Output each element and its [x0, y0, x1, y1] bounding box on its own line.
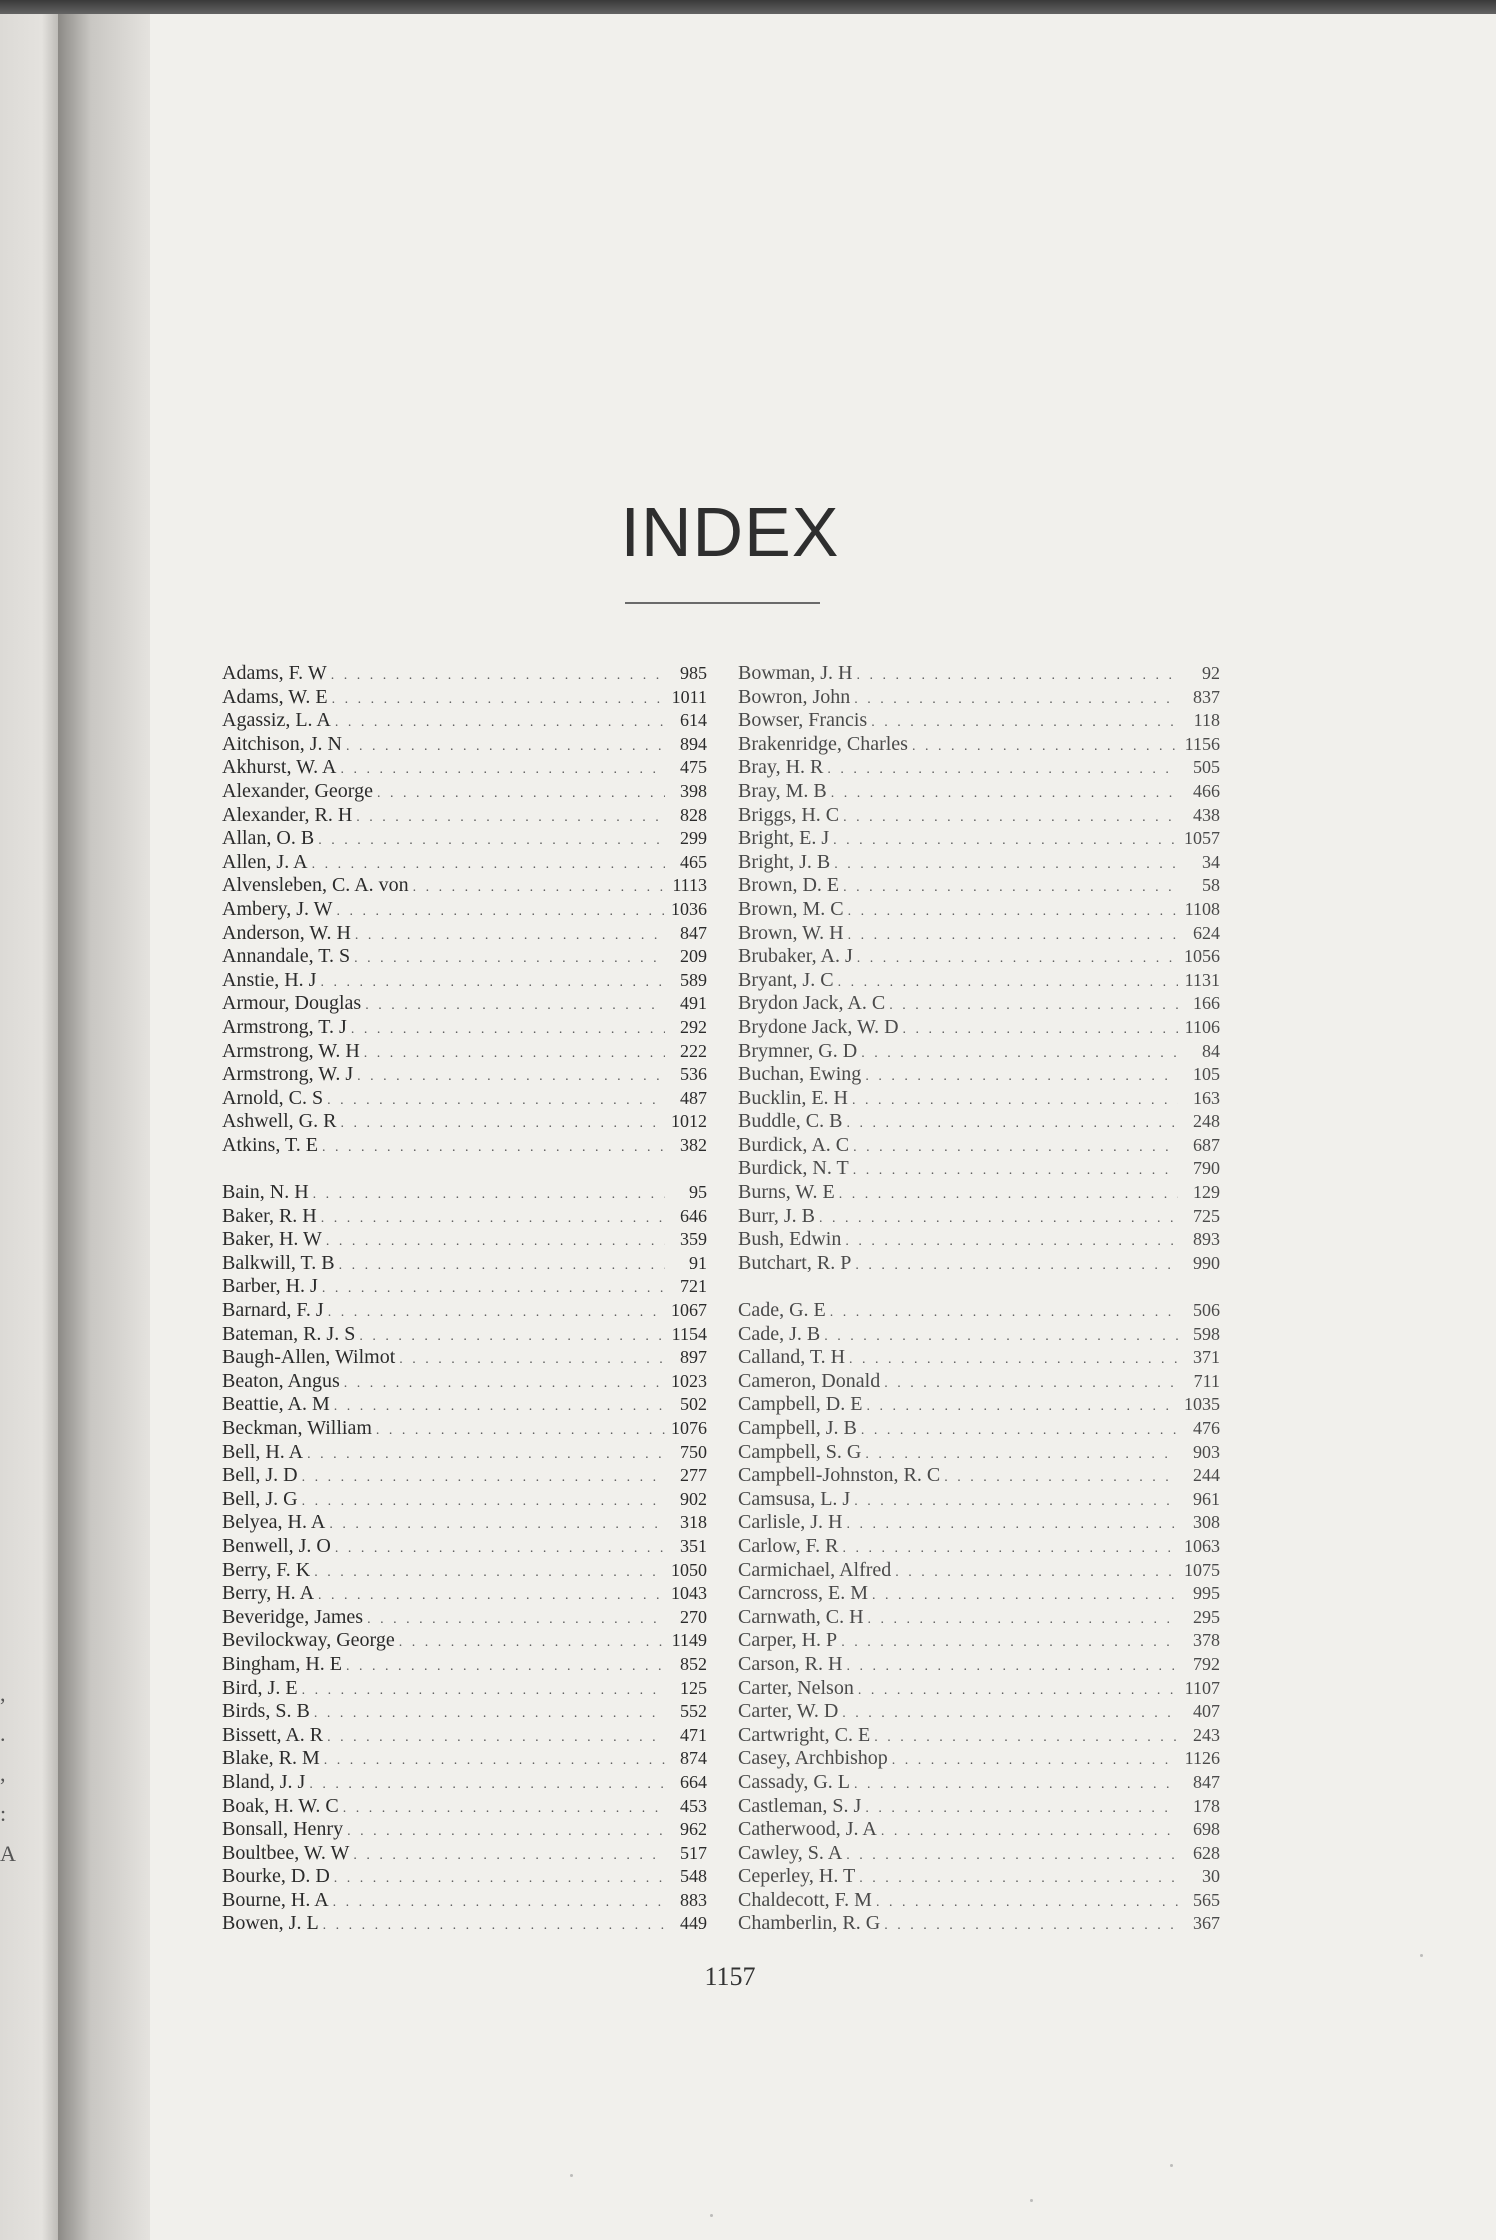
- entry-name: Brubaker, A. J: [738, 945, 853, 968]
- entry-page-number: 1036: [671, 898, 707, 919]
- entry-name: Brown, M. C: [738, 897, 844, 920]
- entry-page-number: 1106: [1184, 1016, 1220, 1037]
- entry-name: Armour, Douglas: [222, 992, 362, 1015]
- entry-page-number: 34: [1202, 851, 1220, 872]
- entry-name: Cawley, S. A: [738, 1841, 843, 1864]
- entry-name: Carper, H. P: [738, 1629, 838, 1652]
- entry-name: Catherwood, J. A: [738, 1818, 877, 1841]
- entry-page-number: 852: [680, 1653, 707, 1674]
- page-title: INDEX: [620, 493, 840, 571]
- entry-page-number: 475: [680, 757, 707, 778]
- page-number: 1157: [704, 1962, 756, 1991]
- entry-page-number: 1063: [1184, 1535, 1220, 1556]
- entry-name: Beckman, William: [222, 1417, 372, 1439]
- entry-page-number: 790: [1193, 1158, 1220, 1179]
- entry-page-number: 624: [1193, 922, 1220, 943]
- entry-name: Baugh-Allen, Wilmot: [222, 1346, 396, 1369]
- entry-name: Bateman, R. J. S: [222, 1322, 356, 1345]
- entry-page-number: 698: [1193, 1819, 1220, 1840]
- entry-page-number: 750: [680, 1441, 707, 1462]
- entry-page-number: 125: [680, 1677, 707, 1698]
- entry-page-number: 209: [680, 946, 707, 967]
- entry-page-number: 961: [1193, 1488, 1220, 1509]
- entry-page-number: 407: [1193, 1701, 1220, 1722]
- entry-page-number: 371: [1193, 1347, 1220, 1368]
- entry-name: Bain, N. H: [222, 1181, 309, 1204]
- entry-page-number: 664: [680, 1771, 707, 1792]
- entry-page-number: 847: [680, 922, 707, 943]
- entry-name: Cameron, Donald: [738, 1369, 881, 1392]
- entry-page-number: 292: [680, 1016, 707, 1037]
- entry-name: Aitchison, J. N: [222, 732, 342, 755]
- entry-page-number: 178: [1193, 1795, 1220, 1816]
- entry-page-number: 1154: [671, 1323, 707, 1344]
- entry-page-number: 893: [1193, 1229, 1220, 1250]
- entry-page-number: 453: [680, 1795, 707, 1816]
- entry-page-number: 382: [680, 1134, 707, 1155]
- entry-page-number: 129: [1193, 1182, 1220, 1203]
- entry-page-number: 874: [680, 1748, 707, 1769]
- entry-name: Carter, Nelson: [738, 1676, 854, 1699]
- entry-name: Bingham, H. E: [222, 1652, 342, 1675]
- entry-name: Birds, S. B: [222, 1700, 310, 1723]
- entry-page-number: 308: [1193, 1512, 1220, 1533]
- entry-name: Agassiz, L. A: [222, 709, 331, 732]
- entry-page-number: 398: [680, 780, 707, 801]
- entry-name: Atkins, T. E: [222, 1133, 318, 1156]
- entry-page-number: 465: [680, 851, 707, 872]
- entry-name: Bray, H. R: [738, 756, 824, 779]
- entry-page-number: 962: [680, 1819, 707, 1840]
- entry-name: Alexander, R. H: [222, 803, 353, 826]
- entry-page-number: 487: [680, 1087, 707, 1108]
- entry-name: Bell, H. A: [222, 1440, 304, 1463]
- entry-name: Butchart, R. P: [738, 1251, 852, 1274]
- entry-name: Ashwell, G. R: [222, 1110, 337, 1133]
- entry-name: Adams, W. E: [222, 685, 328, 708]
- entry-page-number: 92: [1202, 663, 1220, 683]
- entry-name: Bowron, John: [738, 685, 851, 708]
- entry-page-number: 1057: [1184, 828, 1220, 849]
- entry-name: Boak, H. W. C: [222, 1794, 339, 1817]
- entry-name: Cade, G. E: [738, 1299, 826, 1322]
- entry-page-number: 1050: [671, 1559, 707, 1580]
- entry-page-number: 1113: [672, 875, 707, 896]
- entry-name: Berry, H. A: [222, 1582, 315, 1605]
- entry-name: Cade, J. B: [738, 1322, 821, 1345]
- paper-specks: [150, 14, 1496, 2240]
- entry-name: Carnwath, C. H: [738, 1605, 864, 1628]
- entry-name: Bell, J. G: [222, 1487, 298, 1510]
- entry-name: Cassady, G. L: [738, 1770, 851, 1793]
- book-gutter-shadow: [58, 14, 153, 2240]
- entry-name: Bonsall, Henry: [222, 1818, 344, 1841]
- index-page: [150, 14, 1496, 2240]
- entry-name: Ambery, J. W: [222, 897, 333, 920]
- entry-page-number: 91: [689, 1252, 707, 1273]
- entry-name: Allan, O. B: [222, 827, 315, 850]
- entry-page-number: 222: [680, 1040, 707, 1061]
- entry-name: Campbell, J. B: [738, 1417, 857, 1439]
- entry-name: Chamberlin, R. G: [738, 1912, 881, 1935]
- entry-name: Beaton, Angus: [222, 1369, 340, 1392]
- entry-page-number: 491: [680, 993, 707, 1014]
- entry-name: Chaldecott, F. M: [738, 1888, 872, 1911]
- previous-page-edge: [0, 14, 60, 2240]
- entry-page-number: 1149: [671, 1630, 707, 1651]
- entry-page-number: 985: [680, 663, 707, 683]
- entry-name: Blake, R. M: [222, 1747, 320, 1770]
- entry-name: Bowen, J. L: [222, 1912, 319, 1935]
- entry-name: Arnold, C. S: [222, 1086, 324, 1109]
- entry-page-number: 725: [1193, 1205, 1220, 1226]
- entry-name: Berry, F. K: [222, 1558, 311, 1581]
- entry-name: Bright, J. B: [738, 850, 831, 873]
- entry-name: Brydone Jack, W. D: [738, 1015, 899, 1038]
- entry-name: Armstrong, W. J: [222, 1063, 354, 1086]
- entry-page-number: 847: [1193, 1771, 1220, 1792]
- entry-page-number: 243: [1193, 1724, 1220, 1745]
- entry-name: Belyea, H. A: [222, 1511, 326, 1534]
- entry-page-number: 95: [689, 1182, 707, 1203]
- entry-page-number: 1131: [1184, 969, 1220, 990]
- entry-page-number: 598: [1193, 1323, 1220, 1344]
- entry-page-number: 359: [680, 1229, 707, 1250]
- entry-page-number: 299: [680, 828, 707, 849]
- entry-name: Bird, J. E: [222, 1676, 298, 1699]
- entry-page-number: 792: [1193, 1653, 1220, 1674]
- entry-page-number: 166: [1193, 993, 1220, 1014]
- entry-page-number: 711: [1193, 1370, 1220, 1391]
- entry-name: Bowman, J. H: [738, 662, 853, 684]
- entry-page-number: 828: [680, 804, 707, 825]
- entry-name: Alexander, George: [222, 779, 373, 802]
- entry-name: Baker, R. H: [222, 1204, 317, 1227]
- entry-name: Barnard, F. J: [222, 1299, 324, 1322]
- entry-name: Cartwright, C. E: [738, 1723, 871, 1746]
- entry-page-number: 1035: [1184, 1394, 1220, 1415]
- entry-name: Brymner, G. D: [738, 1039, 858, 1062]
- entry-name: Beattie, A. M: [222, 1393, 330, 1416]
- entry-page-number: 894: [680, 733, 707, 754]
- entry-page-number: 1108: [1184, 898, 1220, 919]
- entry-name: Brakenridge, Charles: [738, 732, 908, 755]
- entry-page-number: 471: [680, 1724, 707, 1745]
- entry-page-number: 506: [1193, 1300, 1220, 1321]
- entry-name: Carter, W. D: [738, 1700, 839, 1723]
- entry-name: Anderson, W. H: [222, 921, 351, 944]
- entry-page-number: 565: [1193, 1889, 1220, 1910]
- entry-page-number: 58: [1202, 875, 1220, 896]
- entry-page-number: 30: [1202, 1866, 1220, 1887]
- entry-page-number: 687: [1193, 1134, 1220, 1155]
- entry-page-number: 1043: [671, 1583, 707, 1604]
- entry-page-number: 903: [1193, 1441, 1220, 1462]
- entry-name: Calland, T. H: [738, 1346, 846, 1369]
- entry-name: Boultbee, W. W: [222, 1841, 350, 1864]
- entry-page-number: 589: [680, 969, 707, 990]
- entry-name: Akhurst, W. A: [222, 756, 337, 779]
- entry-page-number: 438: [1193, 804, 1220, 825]
- entry-name: Buddle, C. B: [738, 1110, 843, 1133]
- entry-name: Armstrong, W. H: [222, 1039, 360, 1062]
- entry-page-number: 270: [680, 1606, 707, 1627]
- entry-page-number: 502: [680, 1394, 707, 1415]
- entry-name: Casey, Archbishop: [738, 1747, 888, 1770]
- entry-page-number: 378: [1193, 1630, 1220, 1651]
- entry-name: Castleman, S. J: [738, 1794, 862, 1817]
- entry-page-number: 552: [680, 1701, 707, 1722]
- entry-name: Annandale, T. S: [222, 945, 351, 968]
- entry-page-number: 277: [680, 1465, 707, 1486]
- entry-name: Carmichael, Alfred: [738, 1558, 892, 1581]
- entry-page-number: 1076: [671, 1418, 707, 1438]
- entry-name: Allen, J. A: [222, 850, 308, 873]
- entry-page-number: 883: [680, 1889, 707, 1910]
- entry-page-number: 548: [680, 1866, 707, 1887]
- entry-page-number: 1107: [1184, 1677, 1220, 1698]
- entry-name: Anstie, H. J: [222, 968, 317, 991]
- entry-name: Adams, F. W: [222, 662, 327, 684]
- entry-page-number: 517: [680, 1842, 707, 1863]
- entry-page-number: 1012: [671, 1111, 707, 1132]
- entry-name: Bourne, H. A: [222, 1888, 329, 1911]
- entry-page-number: 505: [1193, 757, 1220, 778]
- entry-name: Carncross, E. M: [738, 1582, 868, 1605]
- entry-name: Bush, Edwin: [738, 1228, 842, 1251]
- entry-name: Campbell, D. E: [738, 1393, 863, 1416]
- entry-name: Carlow, F. R: [738, 1534, 839, 1557]
- previous-page-marks: , . , : A: [0, 1681, 16, 1866]
- entry-page-number: 536: [680, 1064, 707, 1085]
- entry-page-number: 1023: [671, 1370, 707, 1391]
- entry-page-number: 318: [680, 1512, 707, 1533]
- entry-name: Brown, D. E: [738, 874, 840, 897]
- entry-page-number: 1156: [1184, 733, 1220, 754]
- entry-name: Brown, W. H: [738, 921, 844, 944]
- entry-name: Balkwill, T. B: [222, 1251, 335, 1274]
- entry-page-number: 1067: [671, 1300, 707, 1321]
- entry-name: Bray, M. B: [738, 779, 827, 802]
- entry-name: Burdick, N. T: [738, 1157, 849, 1180]
- entry-name: Carson, R. H: [738, 1652, 843, 1675]
- entry-name: Beveridge, James: [222, 1605, 364, 1628]
- entry-name: Armstrong, T. J: [222, 1015, 347, 1038]
- entry-page-number: 295: [1193, 1606, 1220, 1627]
- entry-page-number: 614: [680, 710, 707, 731]
- entry-page-number: 1126: [1184, 1748, 1220, 1769]
- entry-name: Burr, J. B: [738, 1204, 815, 1227]
- entry-name: Ceperley, H. T: [738, 1865, 856, 1888]
- entry-name: Campbell, S. G: [738, 1440, 862, 1463]
- entry-name: Burns, W. E: [738, 1181, 835, 1204]
- entry-name: Bevilockway, George: [222, 1629, 395, 1652]
- entry-name: Burdick, A. C: [738, 1133, 850, 1156]
- entry-page-number: 897: [680, 1347, 707, 1368]
- entry-page-number: 990: [1193, 1252, 1220, 1273]
- entry-page-number: 105: [1193, 1064, 1220, 1085]
- entry-page-number: 84: [1202, 1040, 1220, 1061]
- entry-name: Brydon Jack, A. C: [738, 992, 886, 1015]
- entry-name: Bland, J. J: [222, 1770, 306, 1793]
- entry-name: Briggs, H. C: [738, 803, 840, 826]
- entry-page-number: 244: [1193, 1465, 1220, 1486]
- entry-page-number: 1075: [1184, 1559, 1220, 1580]
- entry-name: Bowser, Francis: [738, 709, 868, 732]
- entry-name: Carlisle, J. H: [738, 1511, 843, 1534]
- entry-page-number: 118: [1193, 710, 1220, 731]
- entry-page-number: 1056: [1184, 946, 1220, 967]
- entry-name: Bright, E. J: [738, 827, 830, 850]
- entry-page-number: 248: [1193, 1111, 1220, 1132]
- entry-name: Camsusa, L. J: [738, 1487, 851, 1510]
- entry-name: Barber, H. J: [222, 1275, 318, 1298]
- entry-name: Buchan, Ewing: [738, 1063, 862, 1086]
- entry-name: Bucklin, E. H: [738, 1086, 848, 1109]
- entry-page-number: 646: [680, 1205, 707, 1226]
- entry-name: Bryant, J. C: [738, 968, 834, 991]
- entry-page-number: 449: [680, 1913, 707, 1934]
- entry-name: Campbell-Johnston, R. C: [738, 1464, 941, 1487]
- entry-name: Bissett, A. R: [222, 1723, 324, 1746]
- entry-page-number: 1011: [671, 686, 707, 707]
- entry-page-number: 902: [680, 1488, 707, 1509]
- entry-name: Baker, H. W: [222, 1228, 322, 1251]
- entry-name: Benwell, J. O: [222, 1534, 331, 1557]
- entry-page-number: 628: [1193, 1842, 1220, 1863]
- entry-page-number: 163: [1193, 1087, 1220, 1108]
- entry-page-number: 721: [680, 1276, 707, 1297]
- entry-page-number: 476: [1193, 1418, 1220, 1438]
- entry-page-number: 351: [680, 1535, 707, 1556]
- entry-page-number: 995: [1193, 1583, 1220, 1604]
- entry-page-number: 837: [1193, 686, 1220, 707]
- entry-name: Bourke, D. D: [222, 1865, 330, 1888]
- entry-page-number: 367: [1193, 1913, 1220, 1934]
- entry-name: Alvensleben, C. A. von: [222, 874, 409, 897]
- entry-name: Bell, J. D: [222, 1464, 298, 1487]
- entry-page-number: 466: [1193, 780, 1220, 801]
